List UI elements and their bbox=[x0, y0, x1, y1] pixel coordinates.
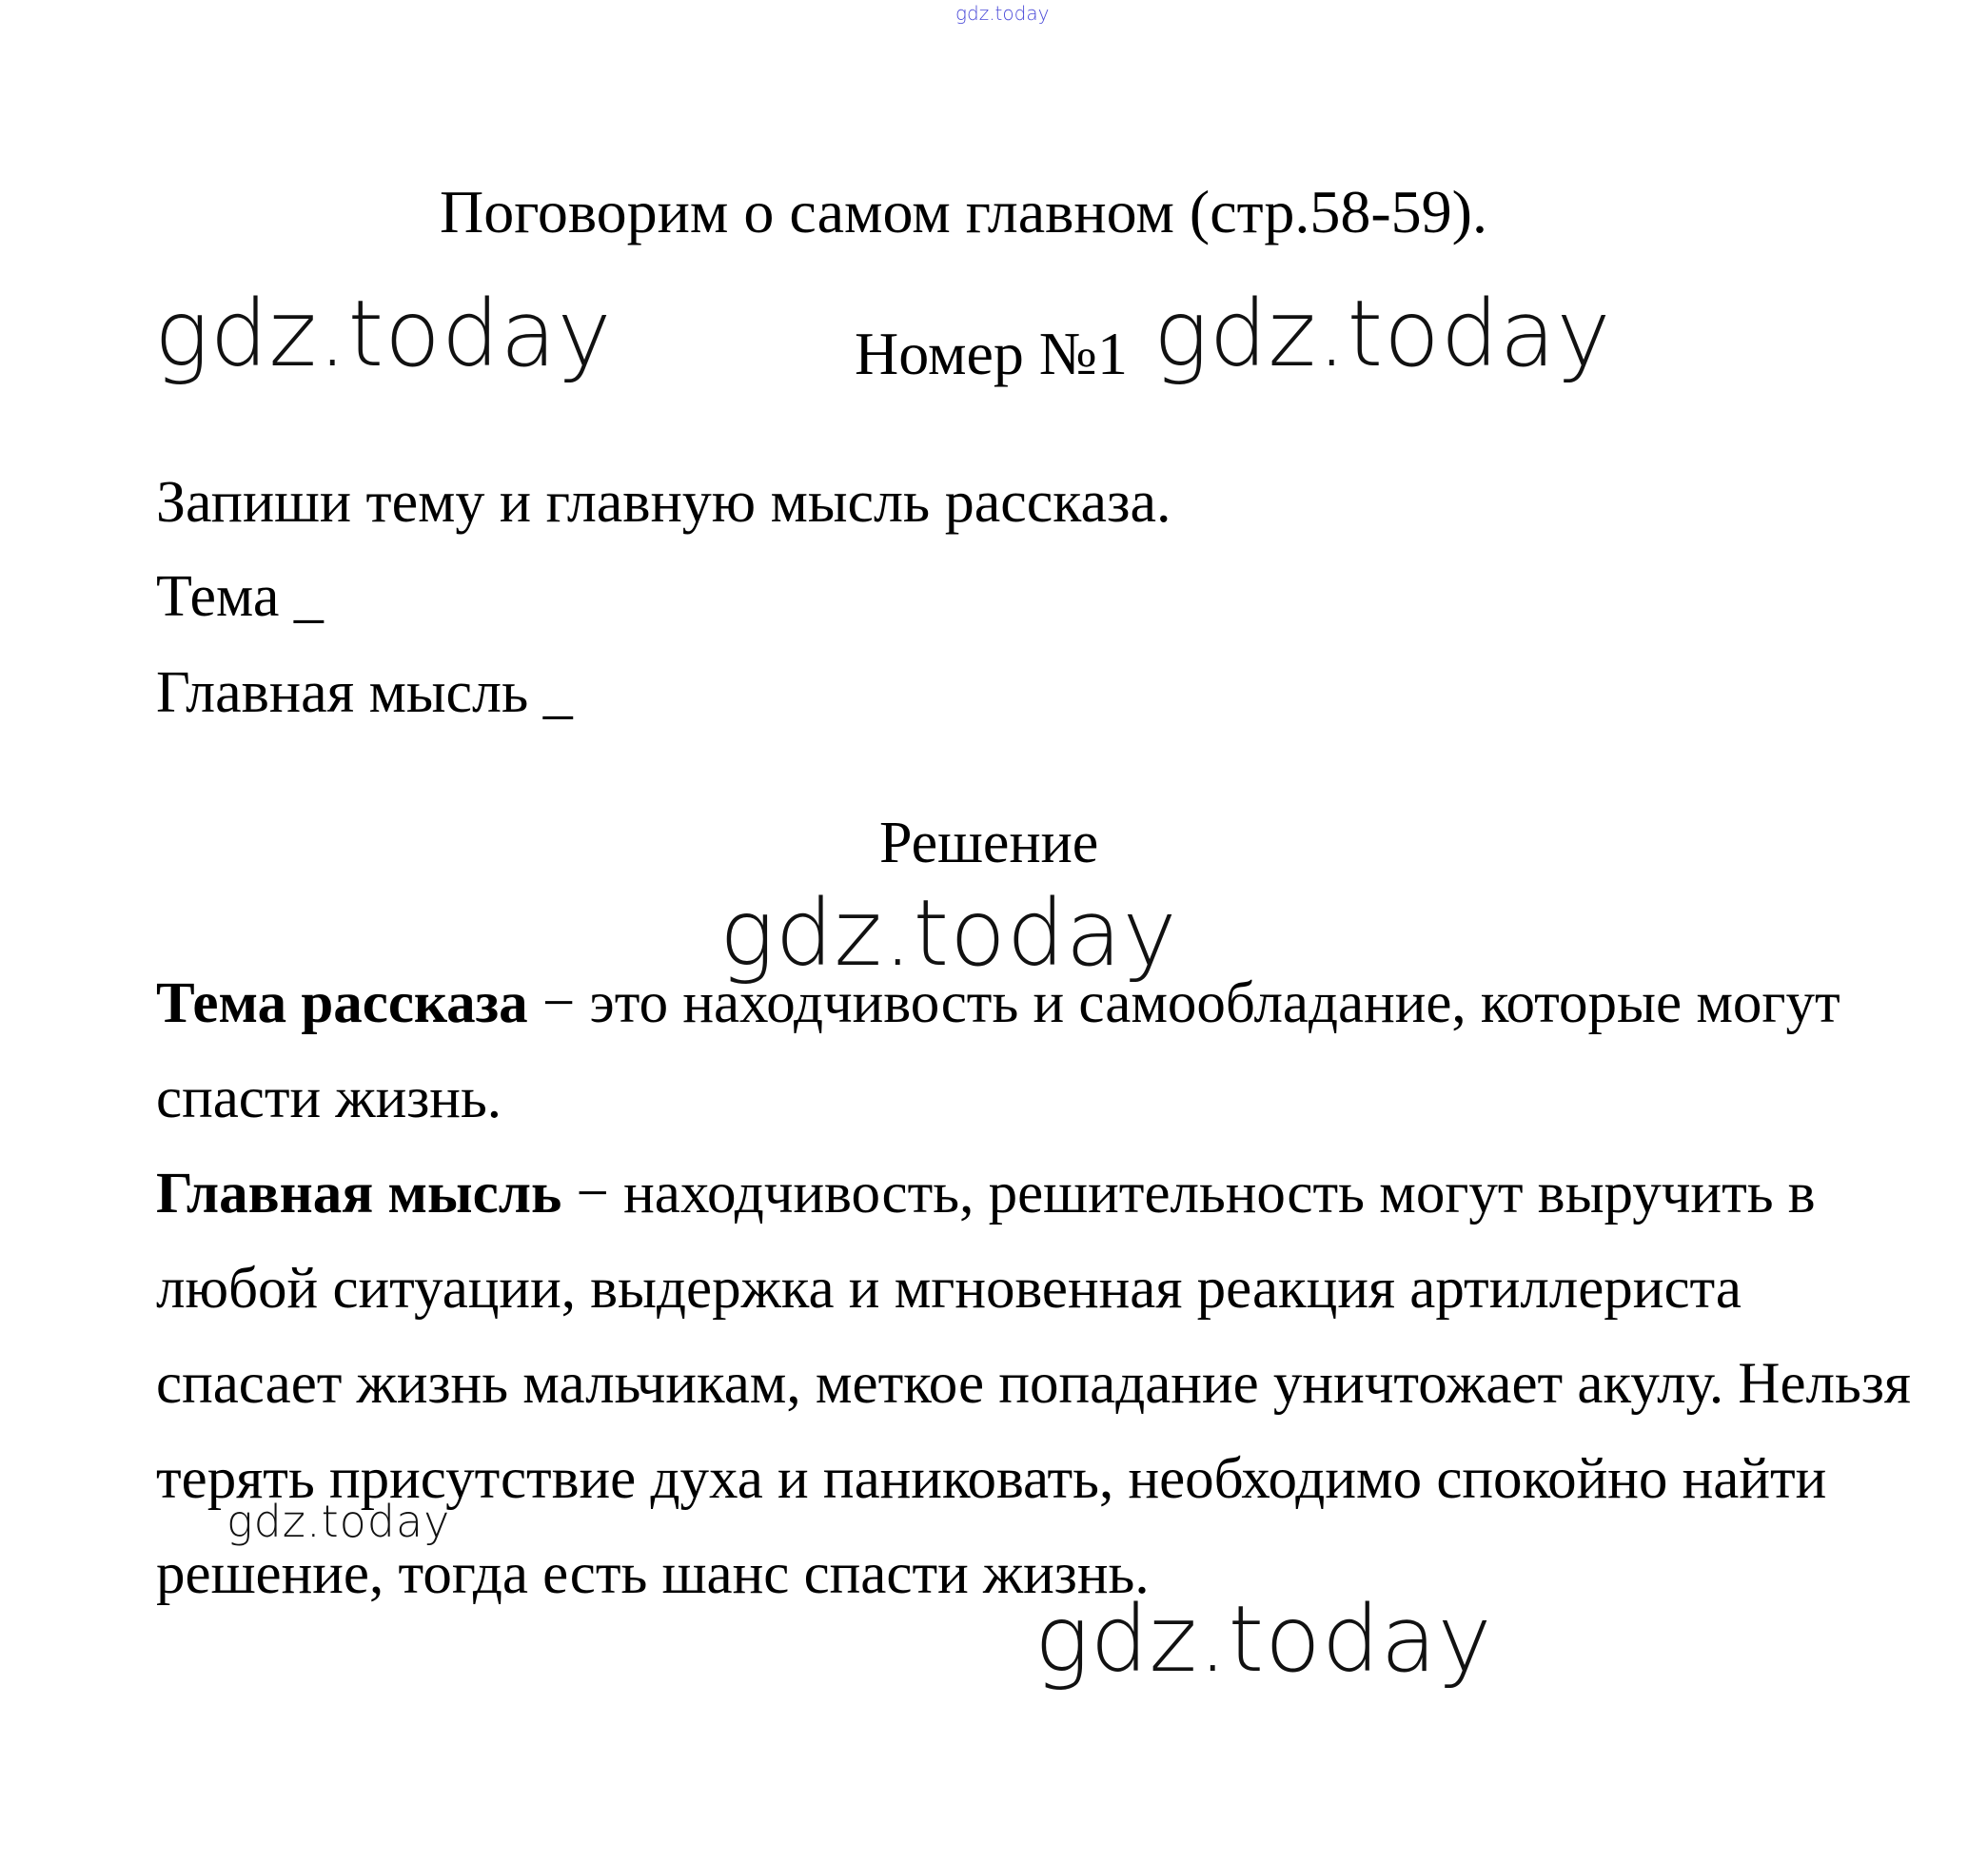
exercise-number: Номер №1 bbox=[855, 320, 1128, 387]
watermark-right: gdz.today bbox=[1153, 281, 1612, 387]
watermark-top: gdz.today bbox=[955, 2, 1050, 25]
idea-term: Главная мысль bbox=[156, 1162, 562, 1225]
idea-answer-text: − находчивость, решительность могут выручить в любой ситуации, выдержка и мгновенная реакция артиллериста спасает жизнь мальчикам, меткое попадание уничтожает акулу. Нельзя терять присутствие духа и паниковать, необходимо спокойно найти решение, тогда есть шанс спасти жизнь. bbox=[156, 1162, 1911, 1606]
theme-term: Тема рассказа bbox=[156, 971, 528, 1035]
theme-blank-label: Тема _ bbox=[156, 564, 324, 629]
solution-heading: Решение bbox=[879, 811, 1099, 875]
task-text: Запиши тему и главную мысль рассказа. bbox=[156, 470, 1171, 535]
idea-answer bbox=[156, 1147, 1926, 1622]
watermark-small: gdz.today bbox=[226, 1496, 451, 1547]
watermark-left: gdz.today bbox=[154, 281, 613, 387]
watermark-center: gdz.today bbox=[719, 880, 1178, 987]
theme-answer-text: − это находчивость и самообладание, которые могут спасти жизнь. bbox=[156, 971, 1840, 1130]
page-title: Поговорим о самом главном (стр.58-59). bbox=[440, 178, 1487, 245]
idea-blank-label: Главная мысль _ bbox=[156, 660, 573, 725]
watermark-bottom: gdz.today bbox=[1034, 1586, 1493, 1693]
